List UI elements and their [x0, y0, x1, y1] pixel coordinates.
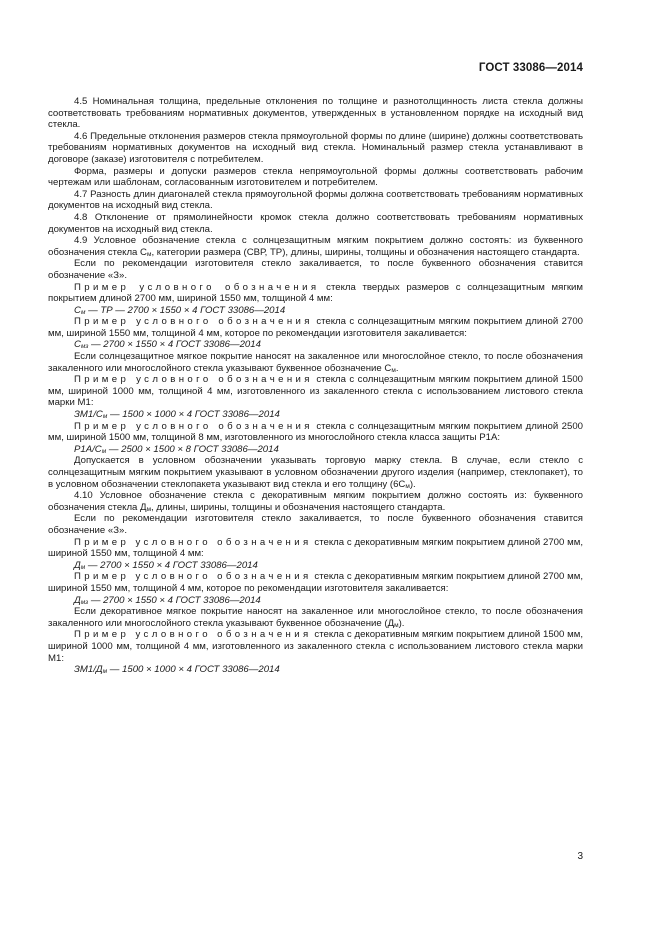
formula-6: $Д_{мз}$ — 2700 × 1550 × 4 ГОСТ 33086—2014: [74, 594, 261, 606]
formula-2: $С_{мз}$ — 2700 × 1550 × 4 ГОСТ 33086—2014: [74, 339, 261, 351]
paragraph-4-5: 4.5 Номинальная толщина, предельные отклонения по толщине и разнотолщинность листа стекла должны соответствовать требованиям нормативных документов, утвержденных в установленном порядке на исходный вид стекла.: [48, 96, 583, 131]
example-label: Пример условного обозначения: [74, 571, 312, 583]
example-1: Пример условного обозначения стекла твердых размеров с солнцезащитным мягким покрытием длиной 2700 мм, шириной 1550 мм, толщиной 4 мм:: [48, 281, 583, 305]
example-label: Пример условного обозначения: [74, 316, 313, 328]
paragraph-tempered-note-2: Если по рекомендации изготовителя стекло закаливается, то после буквенного обозначения ставится обозначение «З».: [48, 513, 583, 536]
page-number: 3: [577, 851, 583, 862]
paragraph-4-8: 4.8 Отклонение от прямолинейности кромок стекла должно соответствовать требованиям нормативных документов на исходный вид стекла.: [48, 211, 583, 235]
paragraph-laminated-note: Если солнцезащитное мягкое покрытие наносят на закаленное или многослойное стекло, то после обозначения закаленного или многослойного стекла указывают буквенное обозначение $С_м$.: [48, 351, 583, 374]
formula-1: $С_м$ — ТР — 2700 × 1550 × 4 ГОСТ 33086—2014: [74, 304, 286, 316]
example-label: Пример условного обозначения: [74, 629, 312, 641]
example-label: Пример условного обозначения: [74, 420, 313, 432]
paragraph-trademark: Допускается в условном обозначении указывать торговую марку стекла. В случае, если стекло с солнцезащитным мягким покрытием указывают в условном обозначении другого изделия (например, стеклопакет), то в условном обозначении стеклопакета указывают вид стекла и его толщину $(6С_м)$.: [48, 455, 583, 490]
example-3: Пример условного обозначения стекла с солнцезащитным мягким покрытием длиной 1500 мм, шириной 1000 мм, толщиной 4 мм, изготовленного из закаленного стекла с использованием листового стекла марки М1:: [48, 374, 583, 409]
example-6: Пример условного обозначения стекла с декоративным мягким покрытием длиной 2700 мм, шириной 1550 мм, толщиной 4 мм, которое по рекомендации изготовителя закаливается:: [48, 571, 583, 594]
paragraph-4-7: 4.7 Разность длин диагоналей стекла прямоугольной формы должна соответствовать требованиям нормативных документов на исходный вид стекла.: [48, 188, 583, 212]
paragraph-4-10: 4.10 Условное обозначение стекла с декоративным мягким покрытием должно состоять из: буквенного обозначения стекла $Д_м$, длины, ширины, толщины и обозначения настоящего стандарта.: [48, 490, 583, 513]
paragraph-tempered-note: Если по рекомендации изготовителя стекло закаливается, то после буквенного обозначения ставится обозначение «З».: [48, 258, 583, 281]
formula-3: $ЗМ1/С_м$ — 1500 × 1000 × 4 ГОСТ 33086—2014: [74, 409, 280, 421]
example-2: Пример условного обозначения стекла с солнцезащитным мягким покрытием длиной 2700 мм, шириной 1550 мм, толщиной 4 мм, которое по рекомендации изготовителя закаливается:: [48, 316, 583, 339]
example-label: Пример условного обозначения: [74, 281, 320, 293]
example-4: Пример условного обозначения стекла с солнцезащитным мягким покрытием длиной 2500 мм, шириной 1500 мм, толщиной 8 мм, изготовленного из многослойного стекла класса защиты Р1А:: [48, 420, 583, 444]
formula-7: $ЗМ1/Д_м$ — 1500 × 1000 × 4 ГОСТ 33086—2014: [74, 664, 280, 676]
example-7: Пример условного обозначения стекла с декоративным мягким покрытием длиной 1500 мм, шириной 1000 мм, толщиной 4 мм, изготовленного из закаленного стекла с использованием листового стекла марки М1:: [48, 629, 583, 664]
paragraph-shape: Форма, размеры и допуски размеров стекла непрямоугольной формы должны соответствовать рабочим чертежам или шаблонам, согласованным изготовителем и потребителем.: [48, 165, 583, 189]
paragraph-laminated-note-2: Если декоративное мягкое покрытие наносят на закаленное или многослойное стекло, то после обозначения закаленного или многослойного стекла указывают буквенное обозначение $(Д_м)$.: [48, 606, 583, 629]
document-body: [48, 96, 583, 676]
document-header: ГОСТ 33086—2014: [478, 62, 583, 74]
paragraph-4-9: 4.9 Условное обозначение стекла с солнцезащитным мягким покрытием должно состоять: из буквенного обозначения стекла $С_м$, категории размера (СВР, ТР), длины, ширины, толщины и обозначения настоящего стандарта.: [48, 235, 583, 258]
example-label: Пример условного обозначения: [74, 374, 313, 386]
example-5: Пример условного обозначения стекла с декоративным мягким покрытием длиной 2700 мм, шириной 1550 мм, толщиной 4 мм:: [48, 536, 583, 560]
example-label: Пример условного обозначения: [74, 536, 312, 548]
formula-5: $Д_м$ — 2700 × 1550 × 4 ГОСТ 33086—2014: [74, 559, 258, 571]
paragraph-4-6: 4.6 Предельные отклонения размеров стекла прямоугольной формы по длине (ширине) должны соответствовать требованиям нормативных документов на исходный вид стекла. Номинальный размер стекла устанавливают в договоре (заказе) изготовителя с потребителем.: [48, 130, 583, 165]
formula-4: $Р1А/С_м$ — 2500 × 1500 × 8 ГОСТ 33086—2014: [74, 443, 279, 455]
